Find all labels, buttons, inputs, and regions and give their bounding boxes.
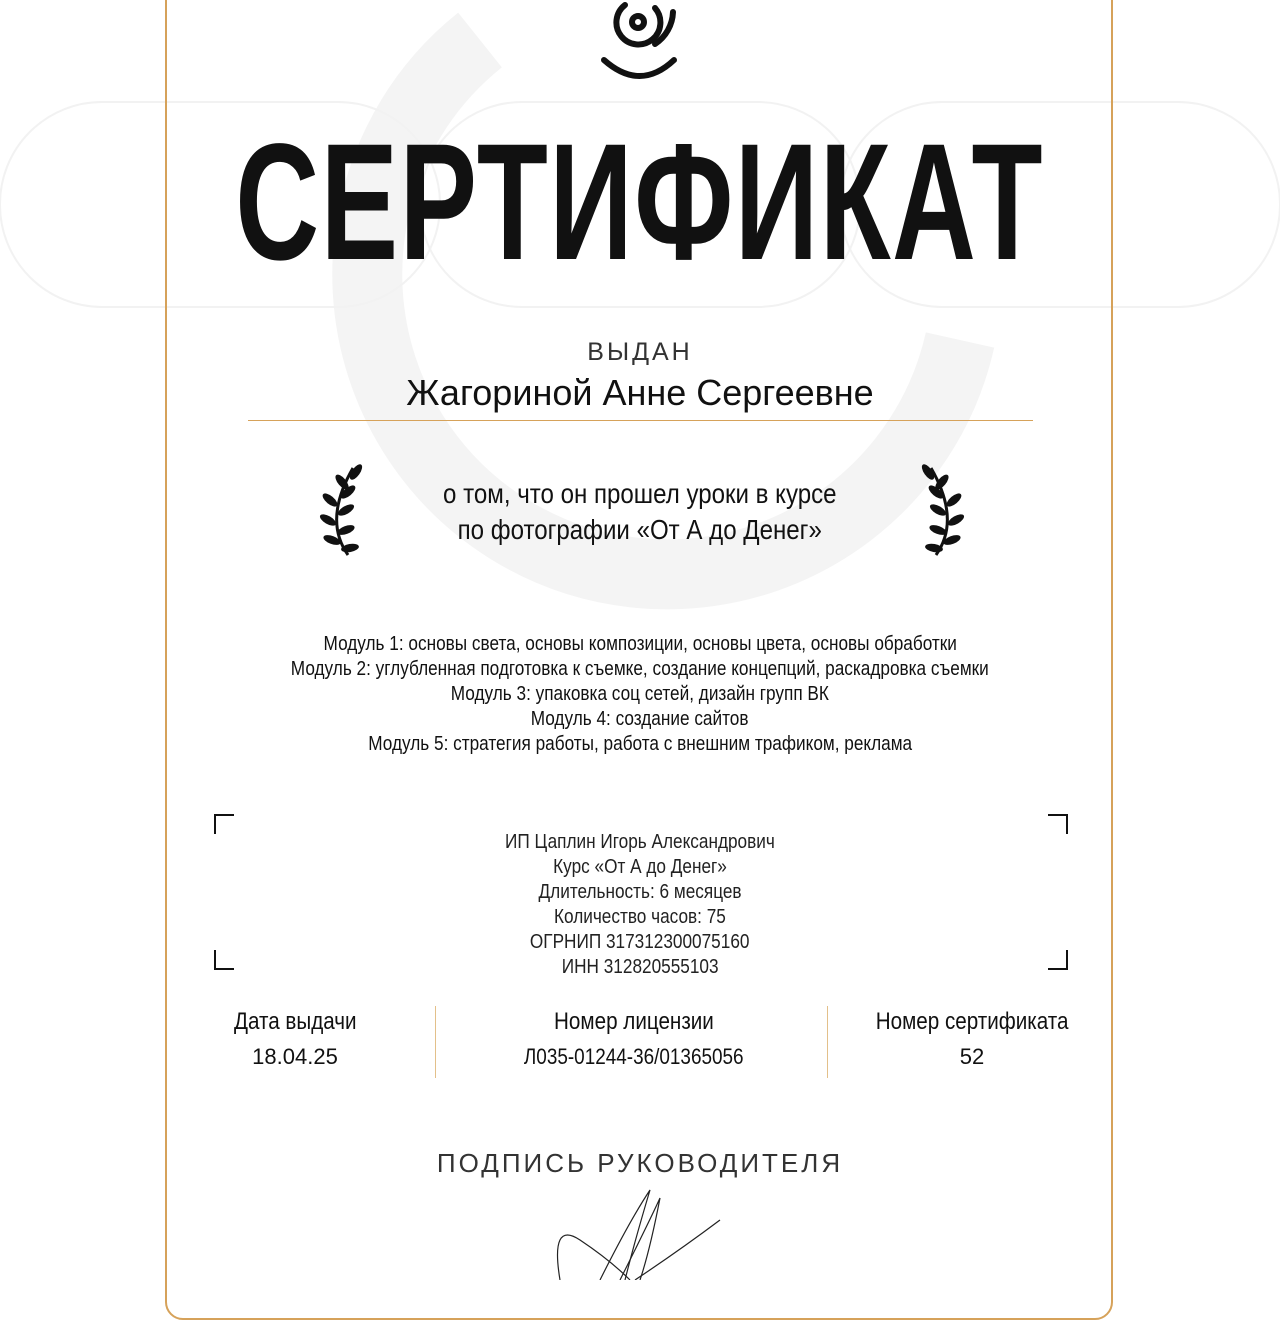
module-item: Модуль 4: создание сайтов — [531, 708, 749, 730]
description-line: о том, что он прошел уроки в курсе — [443, 478, 837, 509]
org-line: Длительность: 6 месяцев — [538, 881, 742, 903]
description-line: по фотографии «От А до Денег» — [457, 514, 823, 545]
org-line: ОГРНИП 317312300075160 — [530, 931, 750, 953]
issue-date-label: Дата выдачи — [233, 1008, 357, 1035]
signature-label: ПОДПИСЬ РУКОВОДИТЕЛЯ — [436, 1148, 844, 1178]
license-label: Номер лицензии — [554, 1008, 714, 1035]
name-underline — [248, 420, 1033, 421]
recipient-name: Жагориной Анне Сергеевне — [406, 372, 874, 413]
issue-date-value: 18.04.25 — [252, 1044, 338, 1069]
org-line: ИНН 312820555103 — [561, 956, 719, 978]
certificate-number — [822, 1008, 1122, 1070]
organization-info — [0, 830, 1280, 980]
camera-eye-logo-icon — [595, 0, 685, 85]
org-line: Количество часов: 75 — [554, 906, 726, 928]
module-item: Модуль 5: стратегия работы, работа с внешним трафиком, реклама — [368, 733, 912, 755]
divider — [435, 1006, 436, 1078]
license-number — [484, 1008, 784, 1070]
license-value: Л035-01244-36/01365056 — [524, 1044, 744, 1069]
module-item: Модуль 3: упаковка соц сетей, дизайн групп ВК — [450, 683, 830, 705]
signature — [540, 1180, 740, 1280]
certificate-number-value: 52 — [959, 1044, 985, 1069]
modules-list — [0, 632, 1280, 757]
certificate-number-label: Номер сертификата — [875, 1008, 1069, 1035]
org-line: Курс «От А до Денег» — [553, 856, 727, 878]
module-item: Модуль 2: углубленная подготовка к съемке, создание концепций, раскадровка съемки — [291, 658, 989, 680]
module-item: Модуль 1: основы света, основы композиции, основы цвета, основы обработки — [323, 633, 957, 655]
course-description — [0, 476, 1280, 548]
issued-label: ВЫДАН — [587, 338, 693, 366]
org-line: ИП Цаплин Игорь Александрович — [505, 831, 775, 853]
issue-date — [145, 1008, 445, 1070]
certificate-title: СЕРТИФИКАТ — [235, 110, 1045, 295]
